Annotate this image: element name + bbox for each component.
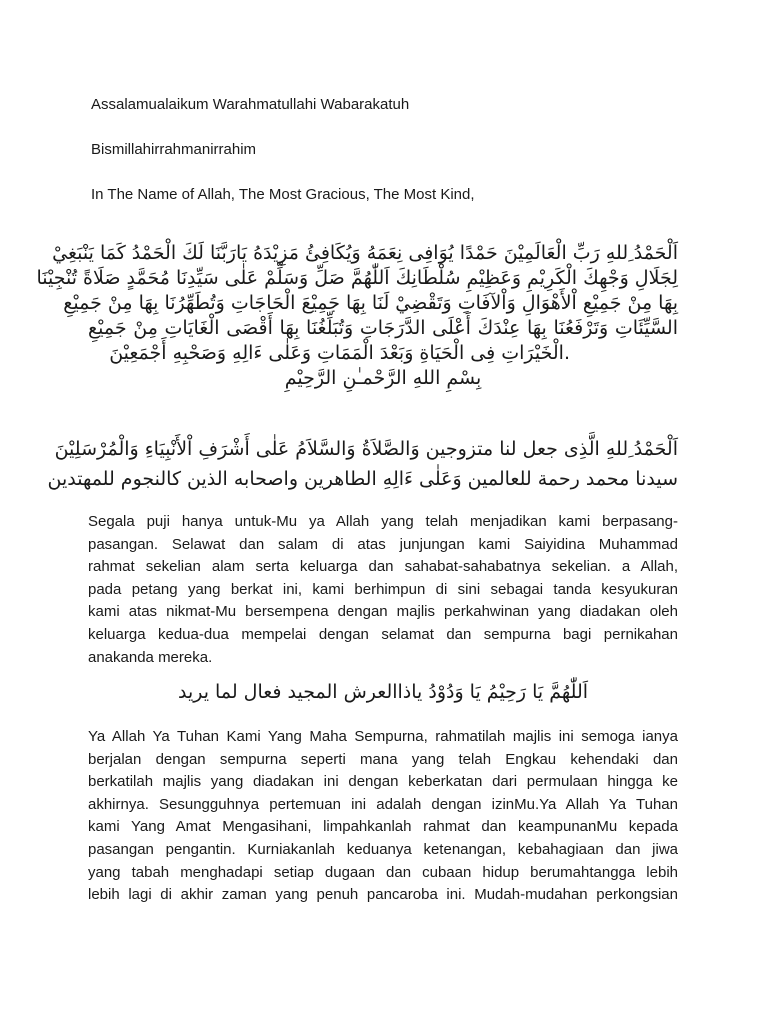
paragraph-line: pasangan pengantin. Kurniakanlah keduanya ketenangan, kebahagiaan dan jiwa [88,840,678,858]
arabic-opening-line: بِهَا مِنْ جَمِيْعِ اْلأَهْوَالِ وَاْلآفَاتِ وَتَقْضِيْ لَنَا بِهَا جَمِيْعَ الْحَاجَاتِ وَتُطَهِّرُنَا بِهَا مِنْ جَمِيْعِ [63,292,678,314]
arabic-opening-prayer [36,241,678,391]
paragraph-line: kami atas nikmat-Mu bersempena dengan majlis perkahwinan yang diadakan oleh [88,603,678,621]
paragraph-line: pada petang yang berkat ini, kami berhimpun di sini sebagai tanda kesyukuran [88,580,678,598]
arabic-opening-line: لِجَلَالِ وَجْهِكَ الْكَرِيْمِ وَعَظِيْمِ سُلْطَانِكَ اَللّٰهُمَّ صَلِّ وَسَلِّمْ عَلٰى سَيِّدِنَا مُحَمَّدٍ صَلَاةً تُنْجِيْنَا [36,267,678,289]
paragraph-line: anakanda mereka. [88,648,213,666]
paragraph-line: pasangan. Selawat dan salam di atas junjungan kami Saiyidina Muhammad [88,535,678,553]
paragraph-line: kami Yang Amat Mengasihani, limpahkanlah rahmat dan keampunanMu kepada [88,818,678,836]
paragraph-line: Ya Allah Ya Tuhan Kami Yang Maha Sempurna, rahmatilah majlis ini semoga ianya [88,728,678,745]
paragraph-line: Segala puji hanya untuk-Mu ya Allah yang telah menjadikan kami berpasang- [88,513,678,530]
arabic-opening-line: السَّيِّئَاتِ وَتَرْفَعُنَا بِهَا عِنْدَكَ أَعْلَى الدَّرَجَاتِ وَتُبَلِّغُنَا بِهَا أَقْصَى الْغَايَاتِ مِنْ جَمِيْعِ [88,317,678,339]
arabic-second-line: اَلْحَمْدُ ِللهِ الَّذِى جعل لنا متزوجين وَالصَّلاَةُ وَالسَّلاَمُ عَلٰى أَشْرَفِ اْلأَنْبِيَاءِ وَالْمُرْسَلِيْنَ [54,438,678,460]
paragraph-line: berkatilah majlis yang diadakan ini dengan keberkatan dari permulaan hingga ke [88,773,678,791]
paragraph-supplication [88,726,678,907]
basmalah-latin-line: Bismillahirrahmanirrahim [91,141,257,158]
paragraph-line: yang tabah menghadapi setiap dugaan dan cubaan hidup berumahtangga lebih [88,863,678,881]
paragraph-line: akhirnya. Sesungguhnya pertemuan ini adalah dengan izinMu.Ya Allah Ya Tuhan [88,795,678,813]
arabic-second-line: سيدنا محمد رحمة للعالمين وَعَلٰى ءَالِهِ الطاهرين واصحابه الذين كالنجوم للمهتدين [47,468,678,490]
paragraph-praise [88,511,678,669]
paragraph-line: berjalan dengan sempurna seperti mana yang telah Engkau kehendaki dan [88,750,678,768]
in-the-name-line: In The Name of Allah, The Most Gracious, The Most Kind, [91,186,475,203]
arabic-basmalah: بِسْمِ اللهِ الرَّحْمـٰنِ الرَّحِيْمِ [284,367,482,389]
arabic-opening-line: .الْخَيْرَاتِ فِى الْحَيَاةِ وَبَعْدَ الْمَمَاتِ وَعَلٰى ءَالِهِ وَصَحْبِهِ أَجْمَعِيْنَ [109,342,570,364]
arabic-second-prayer [47,434,678,494]
greeting-line: Assalamualaikum Warahmatullahi Wabarakatuh [91,96,410,113]
paragraph-line: keluarga kedua-dua mempelai dengan selamat dan sempurna bagi pernikahan [88,625,678,643]
arabic-opening-line: اَلْحَمْدُ ِللهِ رَبِّ الْعَالَمِيْنَ حَمْدًا يُوَافِى نِعَمَهُ وَيُكَافِئُ مَزِيْدَهُ يَارَبَّنَا لَكَ الْحَمْدُ كَمَا يَنْبَغِيْ [52,242,678,264]
arabic-doa-line: اَللّٰهُمَّ يَا رَحِيْمُ يَا وَدُوْدُ ياذاالعرش المجيد فعال لما يريد [177,681,589,703]
paragraph-line: lebih lagi di akhir zaman yang penuh pancaroba ini. Mudah-mudahan perkongsian [88,886,678,904]
paragraph-line: rahmat sekelian alam serta keluarga dan sahabat-sahabatnya sekelian. a Allah, [88,558,678,576]
